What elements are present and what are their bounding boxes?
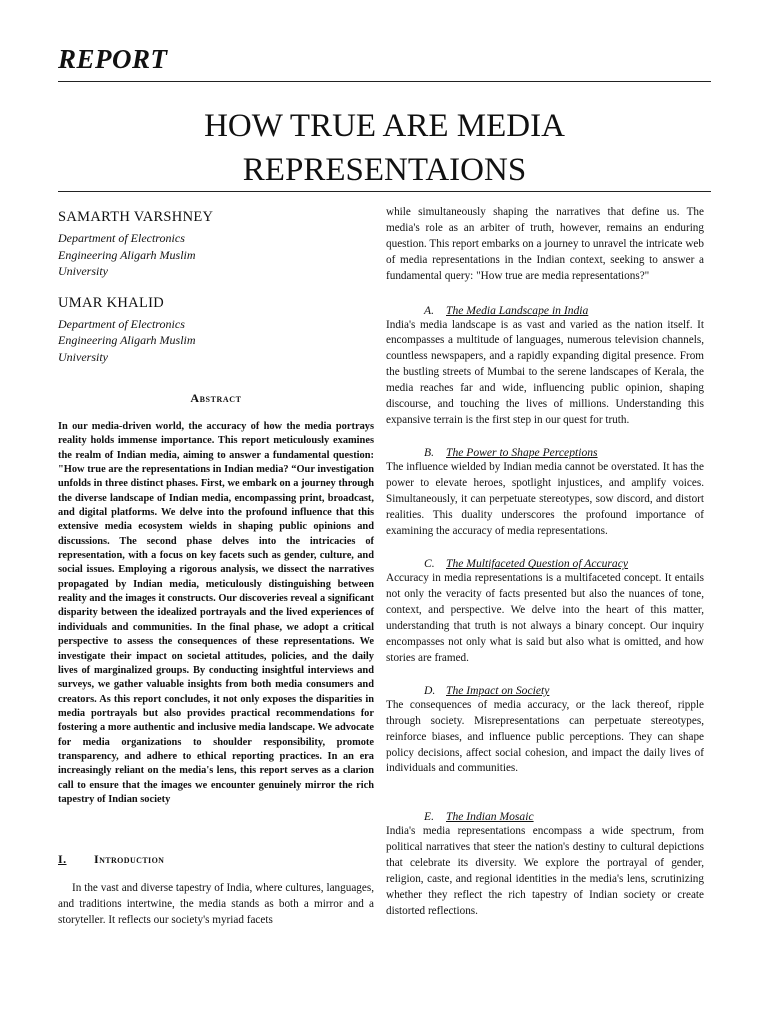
subsection-paragraph: The influence wielded by Indian media cannot be overstated. It has the power to elevate heroes, spotlight injustices, and amplify voices. Simultaneously, it can perpetuate stereotypes, sow discord, and distort realities. This duality underscores the profound importance of examining the accuracy of media representations.: [386, 460, 704, 537]
author-block-1: [58, 209, 374, 280]
author-affiliation-line: University: [58, 349, 108, 364]
subsection-heading-d: [386, 684, 704, 698]
subsection-title: The Indian Mosaic: [446, 810, 534, 824]
author-affiliation-line: Engineering Aligarh Muslim: [58, 247, 196, 262]
subsection-paragraph: Accuracy in media representations is a multifaceted concept. It entails not only the veracity of facts presented but also the nuances of tone, context, and perspective. We delve into the heart of this matter, understanding that truth is not always a binary concept. Our inquiry encompasses not only what is said but also what is omitted, and how stories are framed.: [386, 572, 704, 664]
subsection-letter: A.: [424, 303, 434, 317]
header-rule: [58, 81, 711, 82]
introduction-paragraph-continued: while simultaneously shaping the narratives that define us. The media's role as an arbiter of truth, however, remains an enduring question. This report embarks on a journey to unravel the intricate web of media representations in the Indian context, seeking to answer a fundamental query: "How true are media representations?": [386, 206, 704, 282]
subsection-title: The Media Landscape in India: [446, 303, 589, 317]
subsection-title: The Impact on Society: [446, 683, 550, 697]
author-affiliation-line: Department of Electronics: [58, 316, 185, 331]
abstract-heading: Abstract: [190, 391, 242, 405]
author-name: UMAR KHALID: [58, 294, 165, 311]
subsection-letter: B.: [424, 445, 434, 459]
title-rule: [58, 191, 711, 192]
author-affiliation-line: University: [58, 264, 108, 278]
subsection-heading-b: [386, 446, 704, 460]
subsection-heading-a: [386, 304, 704, 318]
subsection-paragraph: The consequences of media accuracy, or the lack thereof, ripple through society. Misrepresentations can perpetuate stereotypes, reinforce biases, and influence public perceptions. They can shape policy decisions, affect social cohesion, and impact the daily lives of individuals and communities.: [386, 698, 704, 775]
section-title: Introduction: [94, 852, 165, 867]
subsection-paragraph: India's media representations encompass a wide spectrum, from political narratives that steer the nation's destiny to cultural depictions that celebrate its diversity. We explore the portrayal of gender, religion, caste, and regional identities in the media's lens, scrutinizing whether they reflect the rich tapestry of Indian society or create distorted reflections.: [386, 825, 704, 917]
subsection-title: The Power to Shape Perceptions: [446, 445, 598, 459]
section-number: I.: [58, 852, 67, 867]
right-column: [386, 205, 704, 920]
author-affiliation-line: Engineering Aligarh Muslim: [58, 333, 196, 347]
author-name: SAMARTH VARSHNEY: [58, 209, 214, 225]
subsection-letter: D.: [424, 683, 436, 697]
subsection-letter: C.: [424, 557, 435, 571]
title-line-1: HOW TRUE ARE MEDIA: [204, 108, 565, 144]
subsection-heading-c: [386, 557, 704, 571]
author-affiliation-line: Department of Electronics: [58, 231, 185, 245]
abstract-body: In our media-driven world, the accuracy of how the media portrays reality holds immense importance. This report meticulously examines the realm of Indian media, aiming to answer a fundamental question: "How true are the representations in Indian media? “Our investigation unfolds in three distinct phases. First, we embark on a journey through the diverse landscape of Indian media, encompassing print, broadcast, and digital platforms. We delve into the profound influence that this extensive media ecosystem wields in shaping public opinions and discussions. The second phase delves into the intricacies of representation, with a focus on key facets such as gender, culture, and social issues. Employing a rigorous analysis, we dissect the narratives propagated by Indian media, meticulously distinguishing between reality and the images it constructs. Our discoveries reveal a significant disparity between the idealized portrayals and the lived experiences of individuals and communities. In the final phase, we adopt a critical perspective to assess the consequences of these representations. We investigate their impact on societal attitudes, policies, and the daily lives of marginalized groups. By conducting insightful interviews and surveys, we gather valuable insights from both media consumers and creators. As this report concludes, it not only exposes the disparities in media portrayals but also provides practical recommendations for fostering a more authentic and inclusive media landscape. We advocate for media organizations to shoulder responsibility, promote transparency, and adhere to ethical reporting practices. In an era increasingly reliant on the media's lens, this report serves as a clarion call to ensure that the images we encounter genuinely mirror the rich tapestry of Indian society: [58, 421, 374, 805]
left-column: [58, 205, 374, 929]
subsection-heading-e: [386, 810, 704, 824]
subsection-letter: E.: [424, 810, 434, 824]
page-title: [58, 104, 711, 192]
subsection-title: The Multifaceted Question of Accuracy: [446, 557, 629, 571]
introduction-paragraph: In the vast and diverse tapestry of India, where cultures, languages, and traditions intertwine, the media stands as both a mirror and a storyteller. It reflects our society's myriad facets: [58, 882, 374, 927]
subsection-paragraph: India's media landscape is as vast and varied as the nation itself. It encompasses a multitude of languages, numerous television channels, countless newspapers, and a rapidly expanding digital presence. From the bustling streets of Mumbai to the serene landscapes of Kerala, the media reaches far and wide, influencing public opinion, shaping discourse, and touching the lives of millions. Understanding this expansive terrain is the first step in our quest for truth.: [386, 318, 704, 426]
introduction-heading: [58, 852, 374, 867]
title-line-2: REPRESENTAIONS: [242, 152, 527, 188]
author-block-2: [58, 295, 374, 366]
report-label: REPORT: [58, 44, 168, 74]
